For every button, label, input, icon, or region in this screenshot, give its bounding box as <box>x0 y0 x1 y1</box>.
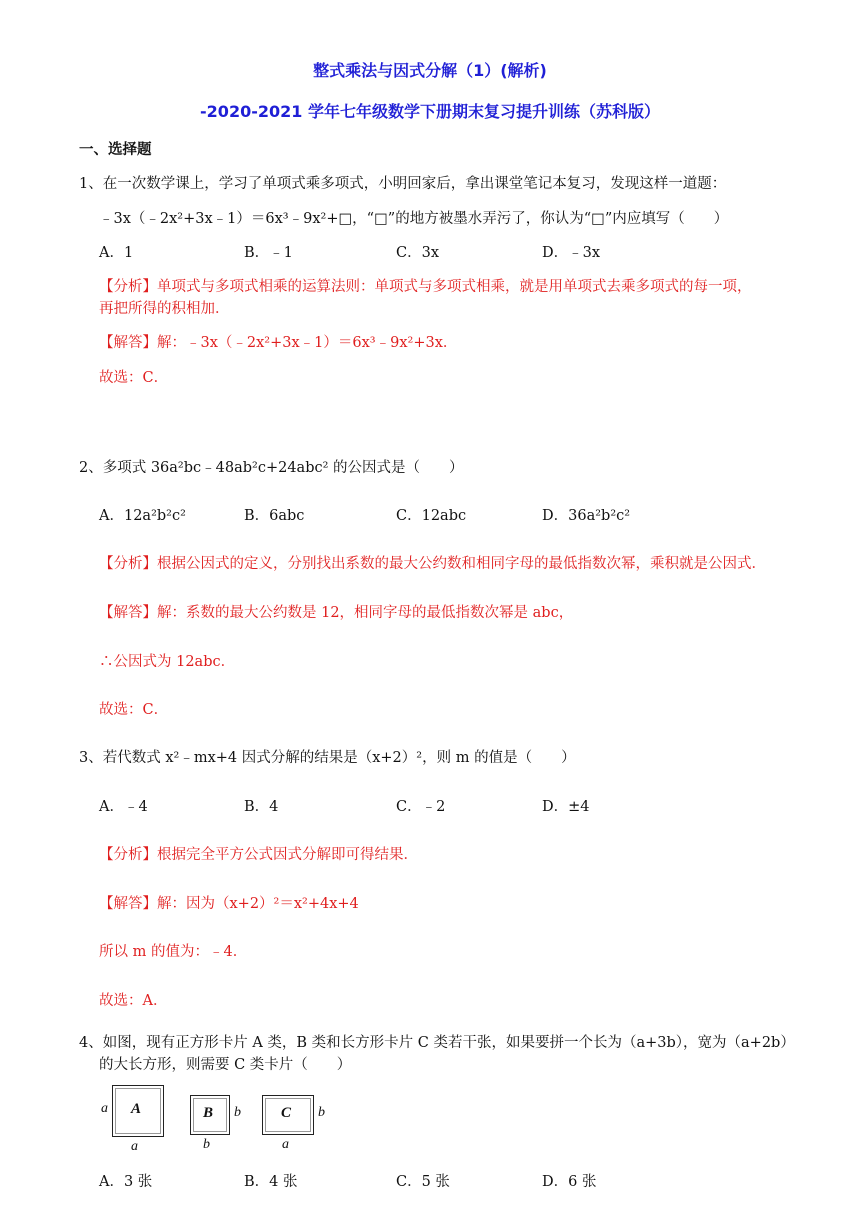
q4-option-c: C．5 张 <box>396 1174 450 1190</box>
page-title: 整式乘法与因式分解（1）(解析) <box>313 61 547 80</box>
q2-answer-cont: ∴公因式为 12abc． <box>99 654 236 670</box>
q2-choice: 故选：C． <box>99 702 169 718</box>
q1-choice: 故选：C． <box>99 370 169 386</box>
q3-option-b: B．4 <box>244 799 279 815</box>
card-a-letter: A <box>131 1101 142 1117</box>
q1-analysis: 【分析】单项式与多项式相乘的运算法则：单项式与多项式相乘，就是用单项式去乘多项式的每一项， <box>99 279 752 295</box>
q1-analysis-cont: 再把所得的积相加． <box>99 301 230 317</box>
question-4-stem: 4、如图，现有正方形卡片 A 类，B 类和长方形卡片 C 类若干张，如果要拼一个长为（a+3b），宽为（a+2b） <box>79 1035 795 1051</box>
question-3-stem: 3、若代数式 x²﹣mx+4 因式分解的结果是（x+2）²，则 m 的值是（ ） <box>79 750 576 766</box>
section-heading: 一、选择题 <box>79 142 152 158</box>
q3-answer: 【解答】解：因为（x+2）²＝x²+4x+4 <box>99 896 359 912</box>
q1-option-a: A．1 <box>99 245 134 261</box>
q1-option-d: D．﹣3x <box>542 245 601 261</box>
q3-option-a: A．﹣4 <box>99 799 148 815</box>
q2-answer: 【解答】解：系数的最大公约数是 12，相同字母的最低指数次幂是 abc， <box>99 605 574 621</box>
q3-answer-cont: 所以 m 的值为：﹣4． <box>99 944 248 960</box>
q2-option-a: A．12a²b²c² <box>99 508 186 524</box>
q2-option-b: B．6abc <box>244 508 305 524</box>
card-c-letter: C <box>281 1105 292 1121</box>
question-2-stem: 2、多项式 36a²bc﹣48ab²c+24abc² 的公因式是（ ） <box>79 460 464 476</box>
q3-option-c: C．﹣2 <box>396 799 446 815</box>
card-c-bottom-label: a <box>282 1137 289 1152</box>
q1-answer: 【解答】解：﹣3x（﹣2x²+3x﹣1）＝6x³﹣9x²+3x． <box>99 335 458 351</box>
question-4-stem-cont: 的大长方形，则需要 C 类卡片（ ） <box>99 1057 352 1073</box>
question-1-expression: ﹣3x（﹣2x²+3x﹣1）＝6x³﹣9x²+□，“□”的地方被墨水弄污了，你认为“□”内应填写（ ） <box>99 211 729 227</box>
q4-option-b: B．4 张 <box>244 1174 298 1190</box>
q1-option-c: C．3x <box>396 245 439 261</box>
card-b-letter: B <box>203 1105 214 1121</box>
card-b-bottom-label: b <box>203 1137 210 1152</box>
q4-option-a: A．3 张 <box>99 1174 153 1190</box>
q3-choice: 故选：A． <box>99 993 168 1009</box>
q1-option-b: B．﹣1 <box>244 245 293 261</box>
card-b-side-label: b <box>234 1105 241 1120</box>
card-c-side-label: b <box>318 1105 325 1120</box>
card-a-bottom-label: a <box>131 1139 138 1154</box>
q2-option-d: D．36a²b²c² <box>542 508 631 524</box>
page-subtitle: -2020-2021 学年七年级数学下册期末复习提升训练（苏科版） <box>200 102 660 121</box>
q4-option-d: D．6 张 <box>542 1174 597 1190</box>
q3-option-d: D．±4 <box>542 799 590 815</box>
card-a-side-label: a <box>101 1101 108 1116</box>
q2-option-c: C．12abc <box>396 508 467 524</box>
q2-analysis: 【分析】根据公因式的定义，分别找出系数的最大公约数和相同字母的最低指数次幂，乘积就是公因式． <box>99 556 766 572</box>
q3-analysis: 【分析】根据完全平方公式因式分解即可得结果． <box>99 847 418 863</box>
question-1-stem: 1、在一次数学课上，学习了单项式乘多项式，小明回家后，拿出课堂笔记本复习，发现这样一道题： <box>79 176 727 192</box>
